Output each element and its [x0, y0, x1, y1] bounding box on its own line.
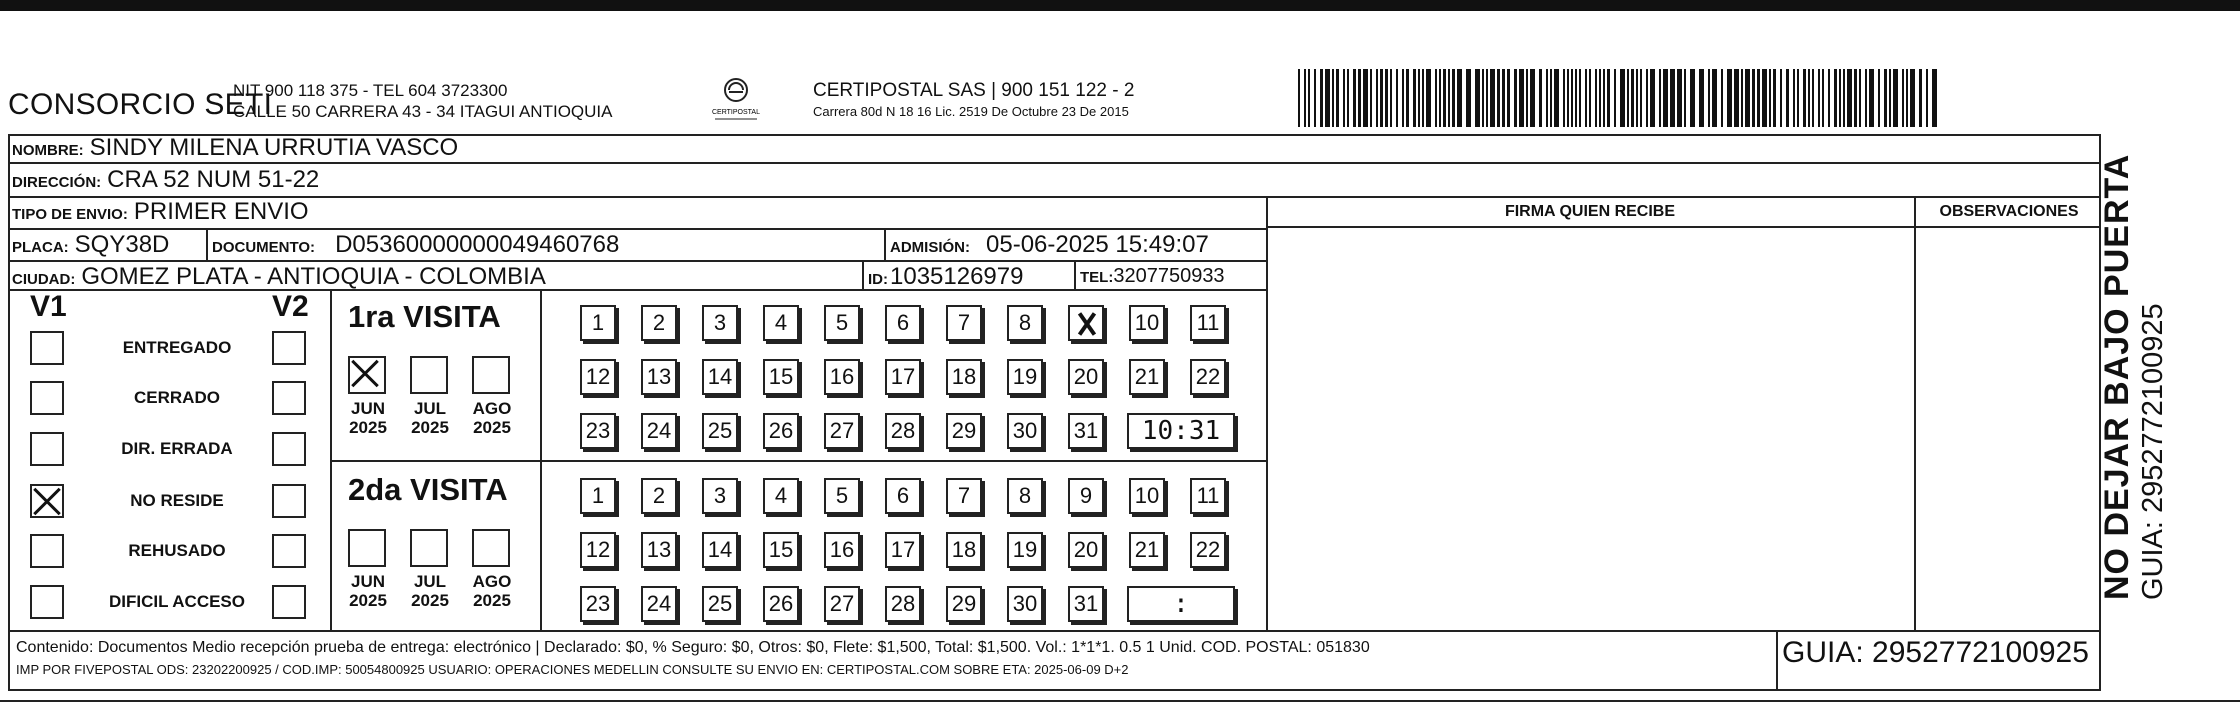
day-box[interactable]: 24 [641, 586, 677, 622]
day-box[interactable]: 28 [885, 413, 921, 449]
guia-number: GUIA: 2952772100925 [1782, 636, 2089, 669]
day-box[interactable]: 15 [763, 359, 799, 395]
status-v2-checkbox[interactable] [272, 585, 306, 619]
barcode-bar [1475, 69, 1480, 127]
barcode-bar [1690, 69, 1695, 127]
day-box[interactable]: 24 [641, 413, 677, 449]
month-name: JUL [413, 399, 447, 418]
direccion-row [12, 166, 319, 194]
month-name: JUN [350, 399, 385, 418]
barcode-bar [1878, 69, 1880, 127]
status-label: DIR. ERRADA [121, 439, 233, 458]
observaciones-header: OBSERVACIONES [1939, 203, 2079, 220]
visit-divider [330, 460, 1266, 462]
barcode-bar [1636, 69, 1638, 127]
status-v2-checkbox[interactable] [272, 331, 306, 365]
barcode-bar [1773, 69, 1776, 127]
day-box[interactable]: 6 [885, 478, 921, 514]
company-info [233, 80, 612, 122]
barcode-bar [1893, 69, 1898, 127]
day-box[interactable]: 31 [1068, 413, 1104, 449]
barcode-bar [1712, 69, 1717, 127]
month-name: JUL [413, 572, 447, 591]
month-name: AGO [472, 572, 512, 591]
barcode-bar [1932, 69, 1937, 127]
barcode-bar [1466, 69, 1471, 127]
barcode-bar [1708, 69, 1710, 127]
barcode-bar [1482, 69, 1484, 127]
day-box[interactable]: 11 [1190, 305, 1226, 341]
day-box[interactable]: 26 [763, 586, 799, 622]
direccion-value: CRA 52 NUM 51-22 [107, 166, 320, 193]
month-label [340, 572, 396, 610]
barcode-bar [1363, 69, 1368, 127]
barcode-bar [1589, 69, 1591, 127]
carrier-sub: Carrera 80d N 18 16 Lic. 2519 De Octubre 23 De 2015 [813, 104, 1129, 119]
barcode-bar [1443, 69, 1446, 127]
barcode-bar [1734, 69, 1739, 127]
barcode-bar [1828, 69, 1830, 127]
barcode-bar [1320, 69, 1323, 127]
tipo-envio-label: TIPO DE ENVIO: [12, 206, 128, 223]
barcode-bar [1539, 69, 1542, 127]
month-label [402, 572, 458, 610]
day-box[interactable]: 4 [763, 305, 799, 341]
col-divider [1914, 196, 1916, 630]
barcode-bar [1595, 69, 1597, 127]
documento-row [212, 231, 619, 259]
status-v1-checkbox[interactable] [30, 432, 64, 466]
placa-value: SQY38D [74, 231, 170, 258]
day-box[interactable]: 21 [1129, 532, 1165, 568]
month-name: JUN [350, 572, 385, 591]
barcode-bar [1435, 69, 1437, 127]
documento-value: D05360000000049460768 [335, 231, 620, 258]
day-box[interactable]: 30 [1007, 413, 1043, 449]
col-divider [1776, 630, 1778, 691]
status-label: REHUSADO [128, 541, 226, 560]
month-checkbox[interactable] [472, 529, 510, 567]
barcode-bar [1839, 69, 1841, 127]
barcode-bar [1370, 69, 1372, 127]
col-divider [862, 260, 864, 290]
barcode-bar [1808, 69, 1810, 127]
day-box[interactable]: 25 [702, 586, 738, 622]
status-v1-checkbox[interactable] [30, 534, 64, 568]
day-box[interactable]: 29 [946, 413, 982, 449]
barcode-bar [1336, 69, 1339, 127]
day-box[interactable]: 2 [641, 305, 677, 341]
month-label [402, 399, 458, 437]
top-border [0, 0, 2240, 11]
month-label [464, 572, 520, 610]
barcode-bar [1786, 69, 1789, 127]
day-box[interactable]: 23 [580, 413, 616, 449]
company-name: CONSORCIO SETI [8, 88, 273, 121]
month-checkbox[interactable] [348, 356, 386, 394]
barcode-bar [1854, 69, 1857, 127]
side-warning: NO DEJAR BAJO PUERTA [2098, 153, 2136, 600]
side-guia: GUIA: 2952772100925 [2137, 303, 2169, 600]
barcode-bar [1902, 69, 1904, 127]
footer-print-info: IMP POR FIVEPOSTAL ODS: 23202200925 / COD.IMP: 50054800925 USUARIO: OPERACIONES MEDELLIN CONSULTE SU ENVIO EN: CERTIPOSTAL.COM SOBRE ETA: 2025-06-09 D+2 [16, 662, 1129, 677]
day-box[interactable]: 31 [1068, 586, 1104, 622]
status-v2-checkbox[interactable] [272, 381, 306, 415]
tipo-envio-value: PRIMER ENVIO [133, 198, 309, 225]
barcode-bar [1304, 69, 1306, 127]
barcode-bar [1396, 69, 1398, 127]
barcode-bar [1314, 69, 1316, 127]
day-box[interactable]: 16 [824, 359, 860, 395]
day-box[interactable]: 28 [885, 586, 921, 622]
row-divider [8, 260, 1268, 262]
day-box[interactable] [1068, 305, 1104, 341]
certipostal-logo [705, 76, 767, 124]
barcode-bar [1402, 69, 1404, 127]
month-label [464, 399, 520, 437]
barcode-bar [1741, 69, 1743, 127]
day-box[interactable]: 18 [946, 532, 982, 568]
day-box[interactable]: 3 [702, 305, 738, 341]
ciudad-value: GOMEZ PLATA - ANTIOQUIA - COLOMBIA [81, 263, 546, 290]
barcode-bar [1298, 69, 1300, 127]
day-box[interactable]: 6 [885, 305, 921, 341]
barcode-bar [1502, 69, 1505, 127]
ciudad-row [12, 263, 546, 291]
barcode-bar [1865, 69, 1867, 127]
visit-title: 1ra VISITA [348, 299, 501, 334]
nombre-label: NOMBRE: [12, 142, 84, 159]
barcode-bar [1780, 69, 1782, 127]
day-box[interactable]: 8 [1007, 305, 1043, 341]
day-box[interactable]: 27 [824, 413, 860, 449]
tipo-envio-row [12, 198, 309, 226]
barcode-bar [1663, 69, 1668, 127]
row-divider [8, 228, 1268, 230]
col-divider [884, 228, 886, 262]
barcode-bar [1843, 69, 1845, 127]
tel-label: TEL: [1080, 269, 1114, 286]
barcode-bar [1486, 69, 1488, 127]
footer-content: Contenido: Documentos Medio recepción prueba de entrega: electrónico | Declarado: $0, % Seguro: $0, Otros: $0, Flete: $1,500, Total: $1,500. Vol.: 1*1*1. 0.5 1 Unid. COD. POSTAL: 051830 [16, 639, 1370, 656]
barcode-bar [1603, 69, 1605, 127]
month-name: AGO [472, 399, 512, 418]
day-box[interactable]: 7 [946, 305, 982, 341]
day-box[interactable]: 14 [702, 359, 738, 395]
barcode-bar [1727, 69, 1732, 127]
nombre-value: SINDY MILENA URRUTIA VASCO [89, 134, 459, 161]
barcode-bar [1631, 69, 1634, 127]
barcode-bar [1406, 69, 1409, 127]
barcode-bar [1620, 69, 1625, 127]
barcode-bar [1834, 69, 1837, 127]
month-checkbox[interactable] [472, 356, 510, 394]
day-box[interactable]: 19 [1007, 532, 1043, 568]
barcode-bar [1457, 69, 1462, 127]
v2-header: V2 [272, 290, 309, 323]
day-box[interactable]: 8 [1007, 478, 1043, 514]
day-box[interactable]: 15 [763, 532, 799, 568]
day-box[interactable]: 10 [1129, 478, 1165, 514]
barcode-bar [1757, 69, 1760, 127]
side-notice [2098, 154, 2170, 600]
barcode-bar [1699, 69, 1704, 127]
barcode-bar [1507, 69, 1510, 127]
status-label: DIFICIL ACCESO [108, 592, 245, 611]
barcode-bar [1575, 69, 1577, 127]
col-divider [1266, 196, 1268, 630]
barcode-bar [1554, 69, 1559, 127]
day-box[interactable]: 1 [580, 478, 616, 514]
time-box[interactable]: : [1127, 586, 1235, 622]
barcode-bar [1426, 69, 1431, 127]
placa-label: PLACA: [12, 239, 69, 256]
month-checkbox[interactable] [410, 529, 448, 567]
day-box[interactable]: 13 [641, 359, 677, 395]
tel-row [1080, 265, 1225, 288]
day-box[interactable]: 20 [1068, 359, 1104, 395]
id-row [868, 263, 1023, 291]
barcode-bar [1579, 69, 1581, 127]
barcode-bar [1332, 69, 1334, 127]
day-box[interactable]: 25 [702, 413, 738, 449]
time-box[interactable]: 10:31 [1127, 413, 1235, 449]
barcode-bar [1614, 69, 1616, 127]
admision-value: 05-06-2025 15:49:07 [986, 231, 1209, 258]
day-box[interactable]: 26 [763, 413, 799, 449]
placa-row [12, 231, 169, 259]
day-box[interactable]: 7 [946, 478, 982, 514]
status-label: ENTREGADO [122, 338, 232, 357]
barcode-bar [1385, 69, 1388, 127]
barcode-bar [1343, 69, 1345, 127]
barcode-bar [1721, 69, 1723, 127]
status-v2-checkbox[interactable] [272, 484, 306, 518]
barcode-bar [1847, 69, 1852, 127]
visit-title: 2da VISITA [348, 472, 508, 507]
col-divider [540, 289, 542, 630]
barcode-bar [1563, 69, 1565, 127]
day-box[interactable]: 1 [580, 305, 616, 341]
barcode-bar [1380, 69, 1383, 127]
month-checkbox[interactable] [348, 529, 386, 567]
day-box[interactable]: 9 [1068, 478, 1104, 514]
row-divider [8, 196, 2101, 198]
barcode-bar [1769, 69, 1771, 127]
day-box[interactable]: 5 [824, 478, 860, 514]
barcode-bar [1519, 69, 1524, 127]
barcode-bar [1793, 69, 1795, 127]
barcode-bar [1571, 69, 1573, 127]
day-box[interactable]: 4 [763, 478, 799, 514]
day-box[interactable]: 5 [824, 305, 860, 341]
tel-value: 3207750933 [1113, 265, 1225, 287]
barcode-bar [1762, 69, 1767, 127]
day-box[interactable]: 12 [580, 359, 616, 395]
barcode-bar [1358, 69, 1361, 127]
barcode-bar [1797, 69, 1799, 127]
barcode-bar [1818, 69, 1820, 127]
address-line: CALLE 50 CARRERA 43 - 34 ITAGUI ANTIOQUIA [233, 102, 613, 121]
day-box[interactable]: 10 [1129, 305, 1165, 341]
barcode-bar [1585, 69, 1587, 127]
nit-line: NIT 900 118 375 - TEL 604 3723300 [233, 81, 508, 100]
barcode-bar [1684, 69, 1686, 127]
barcode-bar [1752, 69, 1755, 127]
day-box[interactable]: 18 [946, 359, 982, 395]
barcode-bar [1422, 69, 1424, 127]
barcode-bar [1413, 69, 1416, 127]
barcode-bar [1869, 69, 1874, 127]
barcode-bar [1490, 69, 1495, 127]
barcode-bar [1448, 69, 1450, 127]
barcode-bar [1670, 69, 1675, 127]
day-box[interactable]: 3 [702, 478, 738, 514]
barcode-bar [1812, 69, 1814, 127]
barcode-bar [1497, 69, 1500, 127]
month-checkbox[interactable] [410, 356, 448, 394]
col-divider [206, 228, 208, 262]
barcode-bar [1308, 69, 1310, 127]
barcode-bar [1640, 69, 1642, 127]
day-box[interactable]: 23 [580, 586, 616, 622]
day-box[interactable]: 17 [885, 359, 921, 395]
barcode-bar [1530, 69, 1535, 127]
barcode-bar [1919, 69, 1922, 127]
svg-text:CERTIPOSTAL: CERTIPOSTAL [712, 109, 760, 116]
barcode-bar [1418, 69, 1420, 127]
barcode [1298, 69, 1938, 127]
barcode-bar [1906, 69, 1908, 127]
barcode-bar [1745, 69, 1750, 127]
day-box[interactable]: 16 [824, 532, 860, 568]
barcode-bar [1550, 69, 1552, 127]
barcode-bar [1910, 69, 1915, 127]
barcode-bar [1659, 69, 1661, 127]
day-box[interactable]: 14 [702, 532, 738, 568]
bottom-border [0, 700, 2240, 702]
day-box[interactable]: 2 [641, 478, 677, 514]
barcode-bar [1526, 69, 1528, 127]
barcode-bar [1452, 69, 1455, 127]
status-label: CERRADO [134, 388, 220, 407]
barcode-bar [1822, 69, 1824, 127]
nombre-row [12, 134, 458, 162]
day-box[interactable]: 17 [885, 532, 921, 568]
month-year: 2025 [411, 591, 449, 610]
day-box[interactable]: 30 [1007, 586, 1043, 622]
carrier-info [813, 80, 1134, 122]
day-box[interactable]: 11 [1190, 478, 1226, 514]
day-box[interactable]: 22 [1190, 359, 1226, 395]
barcode-bar [1803, 69, 1806, 127]
day-box[interactable]: 27 [824, 586, 860, 622]
month-year: 2025 [411, 418, 449, 437]
footer-divider [8, 630, 2101, 632]
barcode-bar [1546, 69, 1548, 127]
status-v1-checkbox[interactable] [30, 381, 64, 415]
barcode-bar [1627, 69, 1629, 127]
ciudad-label: CIUDAD: [12, 271, 76, 288]
admision-row [890, 231, 1209, 259]
status-label: NO RESIDE [130, 491, 224, 510]
column-header-divider [1266, 226, 2101, 228]
status-v1-checkbox[interactable] [30, 331, 64, 365]
month-year: 2025 [473, 591, 511, 610]
carrier-line: CERTIPOSTAL SAS | 900 151 122 - 2 [813, 80, 1135, 101]
documento-label: DOCUMENTO: [212, 239, 316, 256]
id-label: ID: [868, 271, 888, 288]
month-label [340, 399, 396, 437]
barcode-bar [1859, 69, 1861, 127]
barcode-bar [1926, 69, 1928, 127]
day-box[interactable]: 21 [1129, 359, 1165, 395]
barcode-bar [1889, 69, 1891, 127]
firma-header: FIRMA QUIEN RECIBE [1504, 203, 1676, 220]
status-v1-checkbox[interactable] [30, 484, 64, 518]
day-box[interactable]: 29 [946, 586, 982, 622]
barcode-bar [1325, 69, 1330, 127]
day-box[interactable]: 20 [1068, 532, 1104, 568]
barcode-bar [1376, 69, 1378, 127]
id-value: 1035126979 [890, 263, 1024, 290]
status-v2-checkbox[interactable] [272, 534, 306, 568]
status-v1-checkbox[interactable] [30, 585, 64, 619]
barcode-bar [1677, 69, 1682, 127]
barcode-bar [1439, 69, 1441, 127]
col-divider [1074, 260, 1076, 290]
row-divider [8, 162, 2101, 164]
month-year: 2025 [349, 591, 387, 610]
col-divider [330, 289, 332, 630]
barcode-bar [1884, 69, 1887, 127]
barcode-bar [1514, 69, 1517, 127]
barcode-bar [1599, 69, 1601, 127]
barcode-bar [1347, 69, 1349, 127]
day-box[interactable]: 19 [1007, 359, 1043, 395]
barcode-bar [1390, 69, 1392, 127]
day-box[interactable]: 12 [580, 532, 616, 568]
day-box[interactable]: 13 [641, 532, 677, 568]
v1-header: V1 [30, 290, 67, 323]
barcode-bar [1607, 69, 1610, 127]
admision-label: ADMISIÓN: [890, 239, 970, 256]
direccion-label: DIRECCIÓN: [12, 174, 102, 191]
barcode-bar [1353, 69, 1356, 127]
month-year: 2025 [349, 418, 387, 437]
barcode-bar [1567, 69, 1569, 127]
day-box[interactable]: 22 [1190, 532, 1226, 568]
status-v2-checkbox[interactable] [272, 432, 306, 466]
barcode-bar [1646, 69, 1648, 127]
barcode-bar [1650, 69, 1655, 127]
month-year: 2025 [473, 418, 511, 437]
